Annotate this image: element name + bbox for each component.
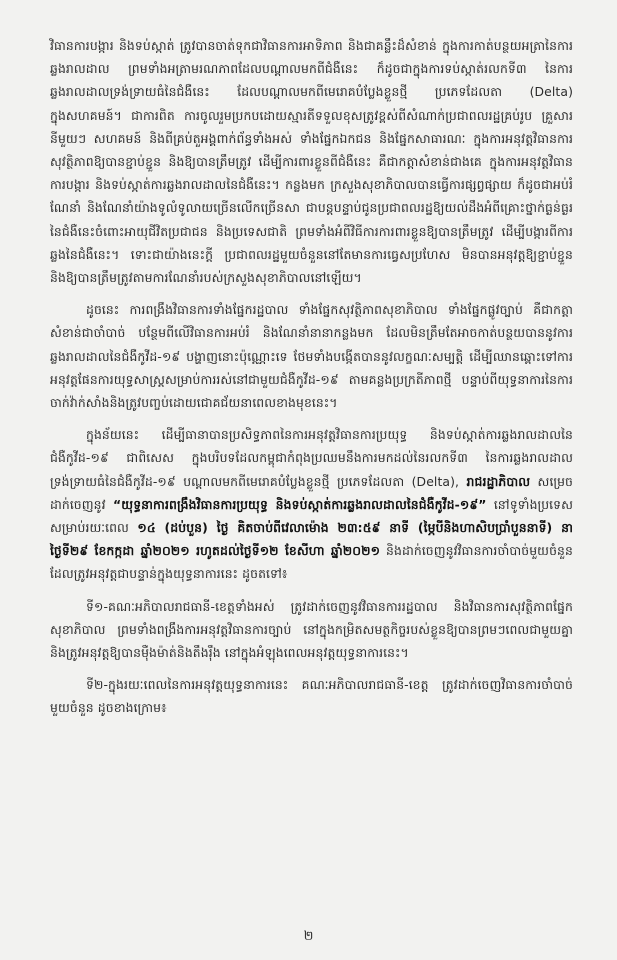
text-run: ក្នុងន័យនេះ ដើម្បីធានាបានប្រសិទ្ធភាពនៃការអនុវត្តវិធានការប្រយុទ្ធ និងទប់ស្កាត់ការឆ្លងរាលដាលនៃជំងឺកូវីដ-១៩ ជាពិសេស ក្នុងបរិបទដែលកម្ពុជាកំពុងប្រឈមនឹងការមកដល់នៃរលកទី៣ នៃការឆ្លងរាលដាលទ្រង់ទ្រាយធំនៃជំងឺកូវីដ-១៩ បណ្តាលមកពីមេរោគបំប្លែងខ្លួនថ្មី ប្រភេទដែលតា (Delta), bbox=[50, 427, 573, 489]
text-run: ដូចនេះ ការពង្រឹងវិធានការទាំងផ្នែករដ្ឋបាល ទាំងផ្នែកសុវត្ថិភាពសុខាភិបាល ទាំងផ្នែកផ្លូវច្បាប់ គឺជាកត្តាសំខាន់ជាចាំបាច់ បន្ថែមពីលើវិធានការអប់រំ និងណែនាំនានាកន្លងមក ដែលមិនត្រឹមតែអាចកាត់បន្ថយបាននូវការឆ្លងរាលដាលនៃជំងឺកូវីដ-១៩ បង្ហាញនោះប៉ុណ្ណោះទេ ថែមទាំងបង្កើតបាននូវលក្ខណៈសម្បត្តិ ដើម្បីឈានឆ្ពោះទៅការអនុវត្តផែនការយុទ្ធសាស្ត្រសម្រាប់ការរស់នៅជាមួយជំងឺកូវីដ-១៩ តាមគន្លងប្រក្រតីភាពថ្មី បន្ទាប់ពីយុទ្ធនាការនៃការចាក់វ៉ាក់សាំងនិងត្រូវបញ្ចប់ដោយជោគជ័យនាពេលខាងមុខនេះ។ bbox=[50, 302, 573, 411]
text-run: វិធានការបង្ការ និងទប់ស្កាត់ ត្រូវបានចាត់ទុកជាវិធានការអាទិភាព និងជាគន្លឹះដ៏សំខាន់ ក្នុងការកាត់បន្ថយអត្រានៃការឆ្លងរាលដាល ព្រមទាំងអត្រាមរណភាពដែលបណ្តាលមកពីជំងឺនេះ ក៏ដូចជាក្នុងការទប់ស្កាត់រលកទី៣ នៃការឆ្លងរាលដាលទ្រង់ទ្រាយធំនៃជំងឺនេះ ដែលបណ្តាលមកពីមេរោគបំប្លែងខ្លួនថ្មី ប្រភេទដែលតា (Delta) ក្នុងសហគមន៍។ ជាការពិត ការចូលរួមប្រកបដោយស្មារតីទទួលខុសត្រូវខ្ពស់ពីសំណាក់ប្រជាពលរដ្ឋគ្រប់រូប គ្រួសារនីមួយៗ សហគមន៍ និងពីគ្រប់តួអង្គពាក់ព័ន្ធទាំងអស់ ទាំងផ្នែកឯកជន និងផ្នែកសាធារណៈ ក្នុងការអនុវត្តវិធានការសុវត្ថិភាពឱ្យបានខ្ជាប់ខ្ជួន និងឱ្យបានត្រឹមត្រូវ ដើម្បីការពារខ្លួនពីជំងឺនេះ គឺជាកត្តាសំខាន់ជាងគេ ក្នុងការអនុវត្តវិធានការបង្ការ និងទប់ស្កាត់ការឆ្លងរាលដាលនៃជំងឺនេះ។ កន្លងមក ក្រសួងសុខាភិបាលបានធ្វើការផ្សព្វផ្សាយ ក៏ដូចជាអប់រំ ណែនាំ និងណែនាំយ៉ាងទូលំទូលាយច្រើនលើកច្រើនសា ជាបន្តបន្ទាប់ជូនប្រជាពលរដ្ឋឱ្យយល់ដឹងអំពីគ្រោះថ្នាក់ធ្ងន់ធ្ងរនៃជំងឺនេះចំពោះអាយុជីវិតប្រជាជន និងប្រទេសជាតិ ព្រមទាំងអំពីវិធីការការពារខ្លួនឱ្យបានត្រឹមត្រូវ ដើម្បីបង្ការពីការឆ្លងនៃជំងឺនេះ។ ទោះជាយ៉ាងនេះក្តី ប្រជាពលរដ្ឋមួយចំនួននៅតែមានការធ្វេសប្រហែស មិនបានអនុវត្តឱ្យខ្ជាប់ខ្ជួន និងឱ្យបានត្រឹមត្រូវតាមការណែនាំរបស់ក្រសួងសុខាភិបាលនៅឡើយ។ bbox=[50, 38, 573, 286]
text-run: និងដាក់ចេញនូវវិធានការចាំបាច់មួយចំនួន ដែលត្រូវអនុវត្តជាបន្ទាន់ក្នុងយុទ្ធនាការនេះ ដូចតទៅ៖ bbox=[50, 543, 573, 582]
paragraph bbox=[50, 595, 573, 665]
paragraph bbox=[50, 673, 573, 719]
text-run: ទី១-គណៈអភិបាលរាជធានី-ខេត្តទាំងអស់ ត្រូវដាក់ចេញនូវវិធានការរដ្ឋបាល និងវិធានការសុវត្ថិភាពផ្នែកសុខាភិបាល ព្រមទាំងពង្រឹងការអនុវត្តវិធានការច្បាប់ នៅក្នុងកម្រិតសមត្ថកិច្ចរបស់ខ្លួនឱ្យបានព្រមៗពេលជាមួយគ្នា និងត្រូវអនុវត្តឱ្យបានម៉ឺងម៉ាត់និងតឹងរ៉ឹង នៅក្នុងអំឡុងពេលអនុវត្តយុទ្ធនាការនេះ។ bbox=[50, 598, 573, 661]
document-body bbox=[50, 34, 573, 720]
paragraph bbox=[50, 423, 573, 585]
text-run: ទី២-ក្នុងរយៈពេលនៃការអនុវត្តយុទ្ធនាការនេះ គណៈអភិបាលរាជធានី-ខេត្ត ត្រូវដាក់ចេញវិធានការចាំបាច់មួយចំនួន ដូចខាងក្រោម៖ bbox=[50, 677, 573, 716]
bold-text-run: “យុទ្ធនាការពង្រឹងវិធានការប្រយុទ្ធ និងទប់ស្កាត់ការឆ្លងរាលដាលនៃជំងឺកូវីដ-១៩” bbox=[113, 496, 487, 512]
bold-text-run: ១៤ (ដប់បួន) ថ្ងៃ គិតចាប់ពីវេលាម៉ោង ២៣:៥៩ នាទី (ម្ភៃបីនិងហាសិបប្រាំបួននាទី) នាថ្ងៃទី២៩ ខែកក្កដា ឆ្នាំ២០២១ រហូតដល់ថ្ងៃទី១២ ខែសីហា ឆ្នាំ២០២១ bbox=[50, 520, 573, 559]
bold-text-run: រាជរដ្ឋាភិបាល bbox=[466, 473, 531, 489]
paragraph bbox=[50, 34, 573, 289]
page-number: ២ bbox=[303, 929, 314, 944]
text-run: សម្រេចដាក់ចេញនូវ bbox=[50, 473, 574, 512]
paragraph bbox=[50, 298, 573, 414]
text-run: នៅទូទាំងប្រទេស សម្រាប់រយៈពេល bbox=[50, 496, 573, 536]
